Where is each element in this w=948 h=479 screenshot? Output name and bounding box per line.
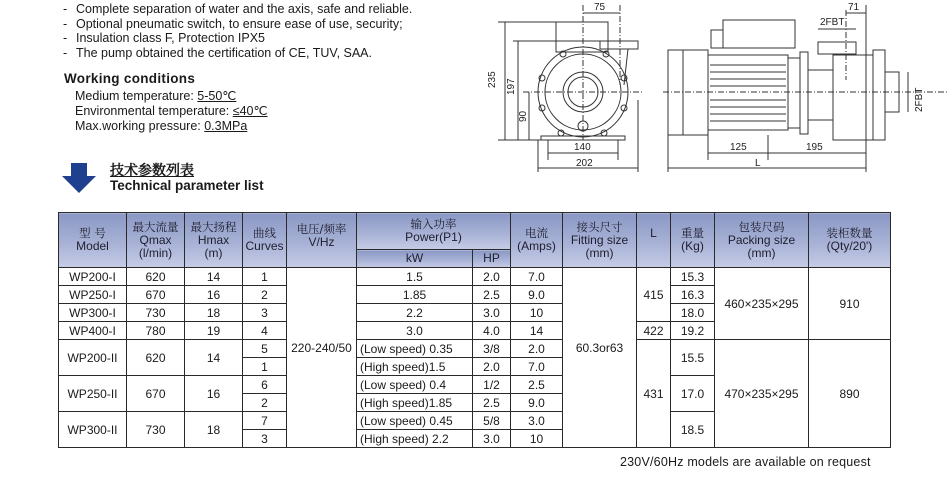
section-title-cn: 技术参数列表 <box>110 163 194 179</box>
svg-text:202: 202 <box>576 158 593 169</box>
section-title-en: Technical parameter list <box>110 178 264 193</box>
svg-text:71: 71 <box>848 2 860 13</box>
svg-text:75: 75 <box>594 2 606 13</box>
front-view <box>487 2 643 172</box>
feature-item: - The pump obtained the certification of CE, TUV, SAA. <box>63 45 372 60</box>
working-conditions-list <box>75 89 268 134</box>
arrow-down-icon <box>62 163 96 193</box>
col-header-qmax: 最大流量 Qmax (l/min) <box>127 213 185 268</box>
table-row: WP200-II 620 14 5 220-240/50 (Low speed) 0.35 3/8 2.0 60.3or63 431 15.5 470×235×295 890 <box>59 340 891 358</box>
table-row: WP200-I 620 14 1 1.5 2.0 7.0 415 15.3 460×235×295 910 <box>59 268 891 286</box>
col-header-hp: HP <box>473 250 511 268</box>
feature-list <box>63 2 412 60</box>
table-row: 3 (High speed) 2.2 3.0 10 <box>59 430 891 448</box>
svg-text:195: 195 <box>806 142 823 153</box>
col-header-qty: 装柜数量 (Qty/20') <box>809 213 891 268</box>
working-conditions-title: Working conditions <box>64 71 196 86</box>
svg-text:125: 125 <box>730 142 747 153</box>
condition-env-temp: Environmental temperature: ≤40℃ <box>75 104 268 118</box>
svg-text:2FBT: 2FBT <box>820 17 845 28</box>
fitting-cell: 60.3or63 <box>563 340 637 448</box>
col-header-model: 型 号 Model <box>59 213 127 268</box>
col-header-fitting: 接头尺寸 Fitting size (mm) <box>563 213 637 268</box>
col-header-l: L <box>637 213 671 268</box>
side-view <box>663 2 948 172</box>
svg-text:235: 235 <box>487 71 498 88</box>
voltage-cell: 220-240/50 <box>287 340 357 448</box>
col-header-curves: 曲线 Curves <box>243 213 287 268</box>
col-header-packing: 包装尺码 Packing size (mm) <box>715 213 809 268</box>
technical-parameter-table <box>58 212 891 448</box>
table-row: WP400-I 780 19 4 3.0 4.0 14 422 19.2 <box>59 322 891 340</box>
table-row: WP300-I 730 18 3 2.2 3.0 10 18.0 <box>59 304 891 322</box>
svg-text:197: 197 <box>506 78 517 95</box>
feature-item: - Optional pneumatic switch, to ensure ease of use, security; <box>63 16 403 31</box>
table-row: 1 (High speed)1.5 2.0 7.0 <box>59 358 891 376</box>
pump-dimension-drawing <box>468 0 948 175</box>
col-header-voltage: 电压/频率 V/Hz <box>287 213 357 268</box>
feature-item: - Insulation class F, Protection IPX5 <box>63 31 265 45</box>
condition-medium-temp: Medium temperature: 5-50℃ <box>75 89 237 103</box>
table-row: WP250-I 670 16 2 1.85 2.5 9.0 16.3 <box>59 286 891 304</box>
table-row: WP300-II 730 18 7 (Low speed) 0.45 5/8 3.0 18.5 <box>59 412 891 430</box>
svg-text:L: L <box>755 158 761 169</box>
table-row: 2 (High speed)1.85 2.5 9.0 <box>59 394 891 412</box>
svg-text:2FBT: 2FBT <box>914 87 925 112</box>
footnote: 230V/60Hz models are available on request <box>620 455 871 469</box>
col-header-amps: 电流 (Amps) <box>511 213 563 268</box>
table-row: WP250-II 670 16 6 (Low speed) 0.4 1/2 2.5 17.0 <box>59 376 891 394</box>
feature-item: - Complete separation of water and the axis, safe and reliable. <box>63 2 413 16</box>
col-header-hmax: 最大扬程 Hmax (m) <box>185 213 243 268</box>
svg-text:90: 90 <box>518 110 529 122</box>
col-header-power: 输入功率 Power(P1) <box>357 213 511 250</box>
svg-text:140: 140 <box>574 142 591 153</box>
col-header-kw: kW <box>357 250 473 268</box>
col-header-weight: 重量 (Kg) <box>671 213 715 268</box>
condition-pressure: Max.working pressure: 0.3MPa <box>75 119 248 133</box>
